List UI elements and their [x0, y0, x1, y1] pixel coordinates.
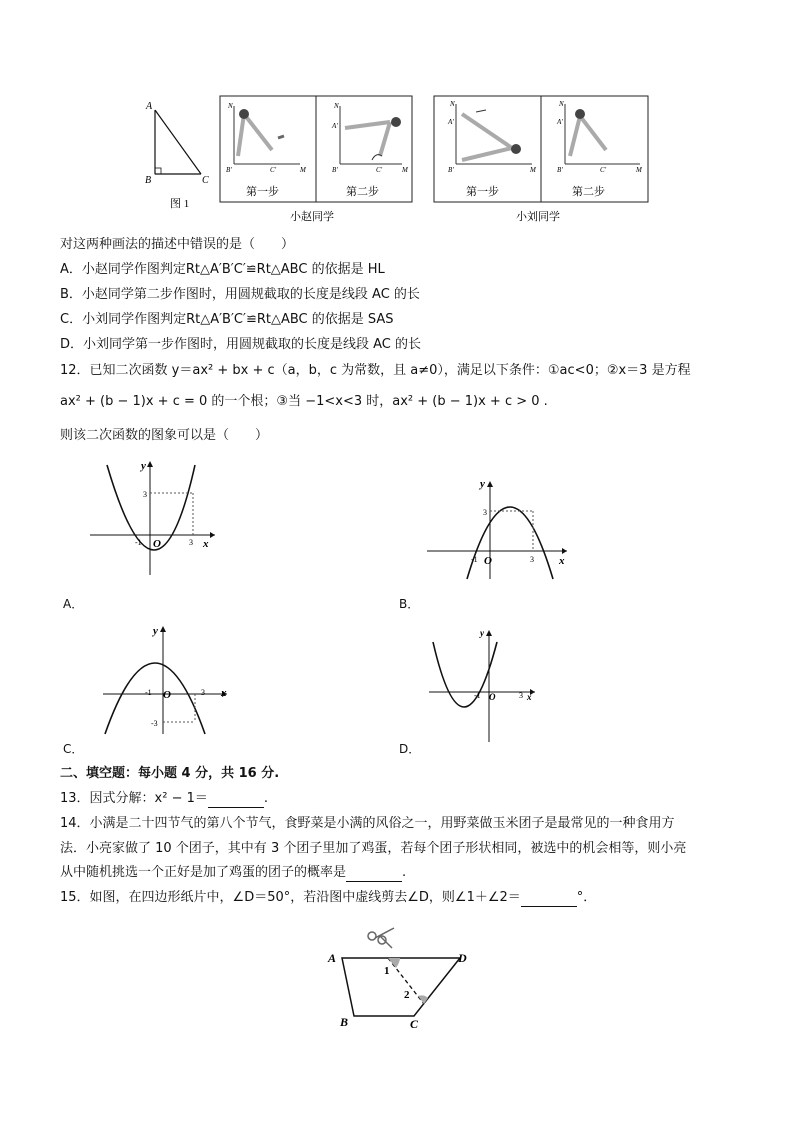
q15-angle-2-label: 2	[404, 989, 410, 1001]
zhao-s1-b-label: B'	[226, 166, 232, 174]
scissors-icon	[368, 928, 394, 948]
graph-a-option: A．	[63, 597, 84, 611]
q15-text: 15．如图，在四边形纸片中，∠D＝50°，若沿图中虚线剪去∠D，则∠1＋∠2＝	[60, 890, 521, 905]
liu-s2-n-label: N	[559, 100, 564, 108]
zhao-s2-a-label: A'	[332, 122, 338, 130]
graph-c-o: O	[163, 689, 171, 701]
vertex-b-label: B	[145, 175, 152, 186]
liu-s1-b-label: B'	[448, 166, 454, 174]
q11-option-a: A．小赵同学作图判定Rt△A′B′C′≌Rt△ABC 的依据是 HL	[60, 262, 385, 277]
graph-b-o: O	[484, 555, 492, 567]
section-2-heading: 二、填空题：每小题 4 分，共 16 分.	[60, 766, 280, 781]
graph-d-xm1: -1	[474, 691, 481, 700]
quadrilateral-abcd	[342, 958, 460, 1016]
liu-step1-drawing	[456, 104, 532, 164]
graph-c-y: y	[153, 625, 158, 637]
q15-vertex-b: B	[340, 1015, 349, 1028]
graph-b	[425, 475, 575, 585]
liu-step1-caption: 第一步	[466, 186, 499, 198]
q15-vertex-c: C	[410, 1017, 419, 1028]
right-triangle-abc	[155, 110, 201, 174]
q13-period: .	[263, 791, 269, 806]
graph-b-y: y	[480, 478, 485, 490]
q11-option-c: C．小刘同学作图判定Rt△A′B′C′≌Rt△ABC 的依据是 SAS	[60, 312, 394, 327]
figure-1-group	[140, 92, 660, 227]
q14-period: .	[402, 865, 407, 880]
zhao-s1-c-label: C'	[270, 166, 277, 174]
q12-line1: 12．已知二次函数 y＝ax² + bx + c（a，b，c 为常数，且 a≠0），满足以下条件：①ac<0；②x＝3 是方程	[60, 363, 691, 378]
q15-quadrilateral-figure	[320, 918, 480, 1028]
graph-d-option: D．	[399, 742, 421, 756]
graph-c	[85, 622, 235, 737]
graph-a-x3: 3	[189, 538, 193, 547]
liu-s2-c-label: C'	[600, 166, 607, 174]
figure-1-label: 图 1	[170, 198, 190, 210]
zhao-step1-caption: 第一步	[246, 186, 279, 198]
liu-s2-b-label: B'	[557, 166, 563, 174]
graph-d-y: y	[480, 628, 484, 638]
q13-text: 13．因式分解：x² − 1＝	[60, 791, 208, 806]
q12-line2: ax² + (b − 1)x + c = 0 的一个根；③当 −1<x<3 时，ax² + (b − 1)x + c > 0 .	[60, 394, 548, 409]
liu-s1-m-label: M	[530, 166, 536, 174]
liu-s2-m-label: M	[636, 166, 642, 174]
q15-answer-blank[interactable]	[521, 892, 577, 907]
q15-suffix: °．	[576, 890, 597, 905]
q12-line3: 则该二次函数的图象可以是（ ）	[60, 428, 269, 443]
q15-line	[60, 889, 596, 907]
q13-answer-blank[interactable]	[208, 793, 264, 808]
q15-angle-1-label: 1	[384, 965, 390, 977]
zhao-s2-n-label: N	[334, 102, 339, 110]
graph-a	[85, 455, 225, 580]
graph-d-o: O	[489, 692, 496, 702]
liu-caption: 小刘同学	[516, 211, 560, 223]
zhao-s2-c-label: C'	[376, 166, 383, 174]
vertex-c-label: C	[202, 175, 209, 186]
q14-answer-blank[interactable]	[346, 867, 402, 882]
liu-step2-drawing	[565, 104, 640, 164]
q15-vertex-d: D	[458, 951, 467, 965]
q15-vertex-a: A	[328, 951, 337, 965]
zhao-s1-n-label: N	[228, 102, 233, 110]
graph-b-option: B．	[399, 597, 420, 611]
graph-c-xm1: -1	[145, 688, 152, 697]
q14-line2: 法．小亮家做了 10 个团子，其中有 3 个团子里加了鸡蛋，若每个团子形状相同，被选中的机会相等，则小亮	[60, 841, 687, 856]
graph-c-x3: 3	[201, 688, 205, 697]
graph-d-x: x	[527, 692, 532, 702]
graph-b-x3: 3	[530, 555, 534, 564]
zhao-s1-m-label: M	[300, 166, 306, 174]
graph-b-y3: 3	[483, 508, 487, 517]
q14-line3	[60, 864, 406, 882]
graph-a-x: x	[203, 538, 209, 550]
graph-a-o: O	[153, 538, 161, 550]
liu-s1-a-label: A'	[448, 118, 454, 126]
q14-text: 从中随机挑选一个正好是加了鸡蛋的团子的概率是	[60, 865, 347, 880]
zhao-caption: 小赵同学	[290, 211, 334, 223]
graph-b-xm1: -1	[471, 555, 478, 564]
zhao-s2-b-label: B'	[332, 166, 338, 174]
liu-s2-a-label: A'	[557, 118, 563, 126]
graph-d-x3: 3	[519, 691, 523, 700]
graph-a-xm1: -1	[135, 538, 142, 547]
q11-option-b: B．小赵同学第二步作图时，用圆规截取的长度是线段 AC 的长	[60, 287, 420, 302]
zhao-s2-m-label: M	[402, 166, 408, 174]
q11-option-d: D．小刘同学第一步作图时，用圆规截取的长度是线段 AC 的长	[60, 337, 422, 352]
zhao-step1-drawing	[234, 106, 300, 164]
liu-s1-n-label: N	[450, 100, 455, 108]
graph-d	[425, 622, 545, 747]
zhao-step2-caption: 第二步	[346, 186, 379, 198]
vertex-a-label: A	[146, 101, 153, 112]
graph-a-y: y	[141, 460, 146, 472]
graph-c-ym3: -3	[151, 719, 158, 728]
graph-c-option: C．	[63, 742, 84, 756]
zhao-step2-drawing	[340, 106, 402, 164]
q11-stem: 对这两种画法的描述中错误的是（ ）	[60, 237, 295, 252]
liu-step2-caption: 第二步	[572, 186, 605, 198]
graph-a-y3: 3	[143, 490, 147, 499]
graph-b-x: x	[559, 555, 565, 567]
graph-c-x: x	[221, 687, 227, 699]
q14-line1: 14．小满是二十四节气的第八个节气，食野菜是小满的风俗之一，用野菜做玉米团子是最常见的一种食用方	[60, 816, 675, 831]
q13-line	[60, 790, 268, 808]
